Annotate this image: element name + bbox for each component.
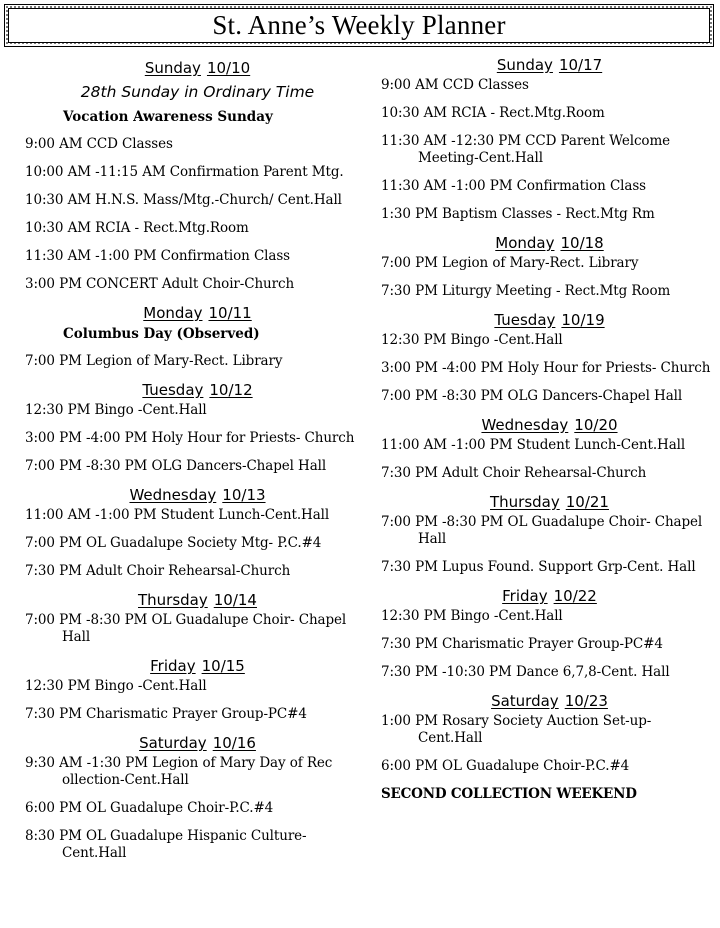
event-item: 12:30 PM Bingo -Cent.Hall — [25, 678, 207, 694]
title-banner — [4, 4, 714, 47]
event-item: 7:30 PM -10:30 PM Dance 6,7,8-Cent. Hall — [381, 664, 670, 680]
event-item: 7:00 PM -8:30 PM OLG Dancers-Chapel Hall — [25, 458, 327, 474]
day-date: 10/15 — [201, 657, 245, 675]
event-item: 12:30 PM Bingo -Cent.Hall — [25, 402, 207, 418]
day-header-sunday-1010 — [25, 58, 370, 78]
event-item: 7:00 PM -8:30 PM OL Guadalupe Choir- Chapel Hall — [25, 612, 347, 645]
event-item: 7:00 PM -8:30 PM OLG Dancers-Chapel Hall — [381, 388, 683, 404]
event-item: 3:00 PM -4:00 PM Holy Hour for Priests- Church — [381, 360, 711, 376]
day-date: 10/17 — [558, 56, 603, 74]
page-title: St. Anne’s Weekly Planner — [212, 10, 506, 40]
day-date: 10/18 — [560, 234, 604, 252]
day-date: 10/21 — [565, 493, 609, 511]
day-date: 10/13 — [222, 486, 266, 504]
day-header-wednesday-1020 — [381, 415, 718, 435]
day-name: Wednesday — [129, 486, 217, 504]
day-name: Saturday — [491, 692, 559, 710]
event-item: 11:30 AM -1:00 PM Confirmation Class — [25, 248, 291, 264]
day-name: Sunday — [496, 56, 553, 74]
right-column — [381, 55, 718, 803]
special-observance: Vocation Awareness Sunday — [63, 109, 273, 125]
event-item: 12:30 PM Bingo -Cent.Hall — [381, 608, 563, 624]
event-item: 7:30 PM Charismatic Prayer Group-PC#4 — [25, 706, 307, 722]
event-item: 10:30 AM RCIA - Rect.Mtg.Room — [381, 105, 605, 121]
day-name: Sunday — [144, 59, 201, 77]
day-date: 10/12 — [209, 381, 253, 399]
day-name: Monday — [495, 234, 555, 252]
day-name: Wednesday — [481, 416, 569, 434]
day-date: 10/10 — [206, 59, 251, 77]
day-name: Thursday — [138, 591, 208, 609]
day-date: 10/11 — [208, 304, 252, 322]
day-header-thursday-1014 — [25, 590, 370, 610]
day-header-sunday-1017 — [381, 55, 718, 75]
event-item: 6:00 PM OL Guadalupe Choir-P.C.#4 — [381, 758, 630, 774]
day-name: Friday — [150, 657, 196, 675]
event-item: 11:00 AM -1:00 PM Student Lunch-Cent.Hall — [381, 437, 686, 453]
day-name: Thursday — [490, 493, 560, 511]
day-header-monday-1011 — [25, 303, 370, 323]
day-header-friday-1022 — [381, 586, 718, 606]
day-name: Saturday — [139, 734, 207, 752]
day-date: 10/19 — [561, 311, 605, 329]
day-name: Tuesday — [494, 311, 556, 329]
event-item: 6:00 PM OL Guadalupe Choir-P.C.#4 — [25, 800, 274, 816]
day-header-thursday-1021 — [381, 492, 718, 512]
event-item: 9:00 AM CCD Classes — [381, 77, 529, 93]
event-item: 10:30 AM H.N.S. Mass/Mtg.-Church/ Cent.Hall — [25, 192, 342, 208]
event-item: 12:30 PM Bingo -Cent.Hall — [381, 332, 563, 348]
liturgical-title: 28th Sunday in Ordinary Time — [80, 83, 315, 101]
special-observance: Columbus Day (Observed) — [63, 326, 260, 342]
event-item: 7:00 PM Legion of Mary-Rect. Library — [25, 353, 283, 369]
day-header-saturday-1023 — [381, 691, 718, 711]
day-header-tuesday-1012 — [25, 380, 370, 400]
event-item: 3:00 PM CONCERT Adult Choir-Church — [25, 276, 295, 292]
event-item: 7:30 PM Liturgy Meeting - Rect.Mtg Room — [381, 283, 671, 299]
day-date: 10/23 — [564, 692, 608, 710]
event-item: 9:00 AM CCD Classes — [25, 136, 173, 152]
event-item: 8:30 PM OL Guadalupe Hispanic Culture- Cent.Hall — [25, 828, 307, 861]
event-item: 11:30 AM -12:30 PM CCD Parent Welcome Meeting-Cent.Hall — [381, 133, 671, 166]
left-column — [25, 58, 370, 862]
event-item: 11:00 AM -1:00 PM Student Lunch-Cent.Hall — [25, 507, 330, 523]
day-name: Tuesday — [142, 381, 204, 399]
day-header-monday-1018 — [381, 233, 718, 253]
event-item: 9:30 AM -1:30 PM Legion of Mary Day of Rec ollection-Cent.Hall — [25, 755, 333, 788]
event-item: 7:00 PM -8:30 PM OL Guadalupe Choir- Chapel Hall — [381, 514, 703, 547]
day-header-tuesday-1019 — [381, 310, 718, 330]
day-date: 10/16 — [212, 734, 256, 752]
day-date: 10/22 — [553, 587, 597, 605]
event-item: 10:30 AM RCIA - Rect.Mtg.Room — [25, 220, 249, 236]
day-header-saturday-1016 — [25, 733, 370, 753]
event-item: 7:30 PM Charismatic Prayer Group-PC#4 — [381, 636, 663, 652]
day-date: 10/14 — [213, 591, 257, 609]
day-header-wednesday-1013 — [25, 485, 370, 505]
event-item: 1:30 PM Baptism Classes - Rect.Mtg Rm — [381, 206, 655, 222]
event-item: 1:00 PM Rosary Society Auction Set-up- Cent.Hall — [381, 713, 652, 746]
event-item: 7:30 PM Lupus Found. Support Grp-Cent. Hall — [381, 559, 696, 575]
event-item: 3:00 PM -4:00 PM Holy Hour for Priests- Church — [25, 430, 355, 446]
event-item: 7:00 PM OL Guadalupe Society Mtg- P.C.#4 — [25, 535, 322, 551]
event-item: 7:30 PM Adult Choir Rehearsal-Church — [25, 563, 291, 579]
day-header-friday-1015 — [25, 656, 370, 676]
event-item: 10:00 AM -11:15 AM Confirmation Parent Mtg. — [25, 164, 344, 180]
event-item: 11:30 AM -1:00 PM Confirmation Class — [381, 178, 647, 194]
day-name: Monday — [143, 304, 203, 322]
event-item: 7:30 PM Adult Choir Rehearsal-Church — [381, 465, 647, 481]
day-date: 10/20 — [574, 416, 618, 434]
collection-notice: SECOND COLLECTION WEEKEND — [381, 786, 637, 802]
event-item: 7:00 PM Legion of Mary-Rect. Library — [381, 255, 639, 271]
day-name: Friday — [502, 587, 548, 605]
title-frame — [8, 8, 710, 43]
